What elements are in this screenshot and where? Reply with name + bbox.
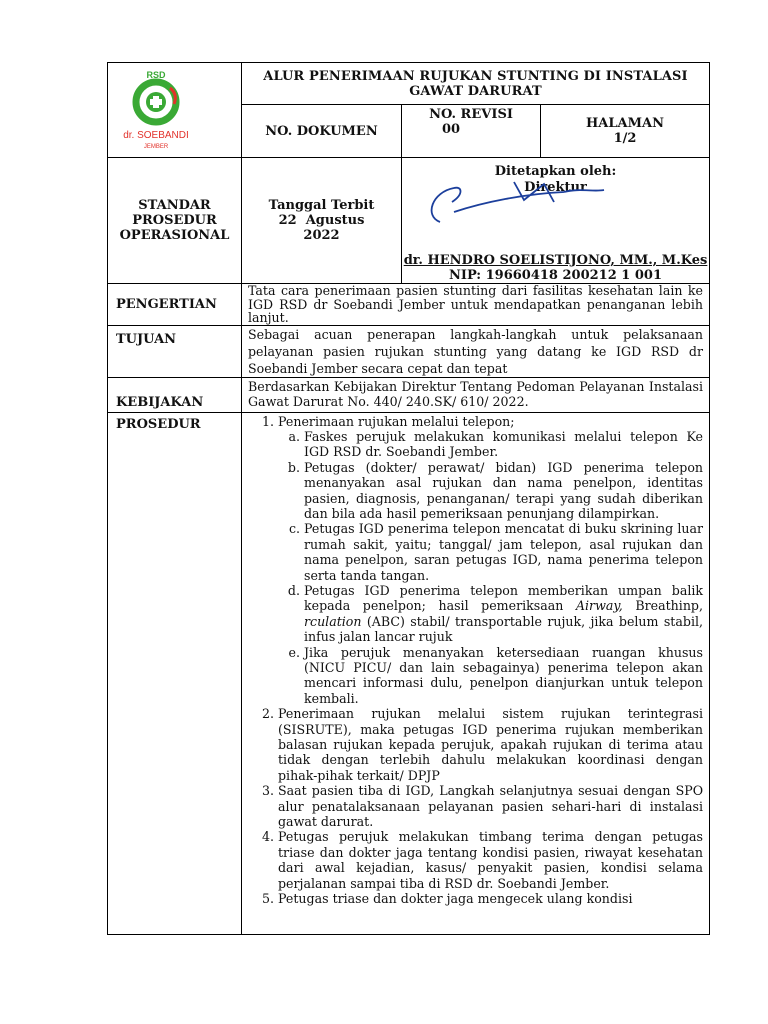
- prosedur-step-1: 1. Penerimaan rujukan melalui telepon; a. Faskes perujuk melakukan komunikasi melalui telepon Ke IGD RSD dr. Soebandi Jember. b. Petugas (dokter/ perawat/ bidan) IGD penerima telepon menanyakan asal rujukan dan nama penelpon, identitas pasien, diagnosis, penanganan/ terapi yang sudah diberikan dan bila ada hasil pemeriksaan penunjang dilampirkan. c. Petugas IGD penerima telepon mencatat di buku skrining luar rumah sakit, yaitu; tanggal/ jam telepon, asal rujukan dan nama penelpon, saran petugas IGD, nama penerima telepon serta tanda tangan. d. Petugas IGD penerima telepon memberikan umpan balik kepada penelpon; hasil pemeriksaan Airway, Breathinp, rculation (ABC) stabil/ transportable rujuk, jika belum stabil, infus jalan lancar rujuk e. Jika perujuk menanyakan ketersediaan ruangan khusus (NICU PICU/ dan lain sebagainya) penerima telepon akan mencari informasi dulu, penelpon dianjurkan untuk telepon kembali.: [278, 414, 703, 707]
- sop-label-1: STANDAR: [138, 198, 211, 213]
- tujuan-label-cell: [108, 325, 242, 377]
- no-dokumen-label: NO. DOKUMEN: [265, 123, 378, 139]
- kebijakan-text: Berdasarkan Kebijakan Direktur Tentang Pedoman Pelayanan Instalasi Gawat Darurat No. 440/ 240.SK/ 610/ 2022.: [242, 377, 710, 412]
- pengertian-text: Tata cara penerimaan pasien stunting dari fasilitas kesehatan lain ke IGD RSD dr Soebandi Jember untuk mendapatkan penanganan lebih lanjut.: [242, 284, 710, 326]
- signer-name: dr. HENDRO SOELISTIJONO, MM., M.Kes: [403, 253, 708, 268]
- hospital-logo-cell: [108, 63, 242, 158]
- document-title: ALUR PENERIMAAN RUJUKAN STUNTING DI INSTALASI GAWAT DARURAT: [242, 63, 710, 105]
- approval-cell: [402, 158, 710, 284]
- prosedur-step-1a: a. Faskes perujuk melakukan komunikasi melalui telepon Ke IGD RSD dr. Soebandi Jember.: [304, 429, 703, 460]
- prosedur-step-2: 2. Penerimaan rujukan melalui sistem rujukan terintegrasi (SISRUTE), maka petugas IGD penerima rujukan memberikan balasan rujukan kepada perujuk, apakah rujukan di terima atau tidak dengan terlebih dahulu melakukan koordinasi dengan pihak-pihak terkait/ DPJP: [278, 706, 703, 783]
- prosedur-step-4: 4. Petugas perujuk melakukan timbang terima dengan petugas triase dan dokter jaga tentang kondisi pasien, riwayat kesehatan dari awal kejadian, kasus/ penyakit pasien, kondisi selama perjalanan sampai tiba di RSD dr. Soebandi Jember.: [278, 829, 703, 891]
- logo-city-text: JEMBER: [143, 144, 169, 150]
- sop-table: [107, 62, 710, 935]
- prosedur-step-1-substeps: [278, 429, 703, 706]
- hospital-logo: [108, 64, 204, 156]
- no-revisi-cell: [402, 105, 541, 158]
- prosedur-step-5: 5. Petugas triase dan dokter jaga mengecek ulang kondisi: [278, 891, 703, 906]
- sop-label-cell: [108, 158, 242, 284]
- sop-document: [107, 62, 709, 935]
- prosedur-content: [242, 412, 710, 934]
- director-signature: [414, 172, 614, 232]
- ditetapkan-text: Ditetapkan oleh:: [494, 164, 617, 179]
- halaman-cell: [541, 105, 710, 158]
- halaman-label: HALAMAN: [586, 116, 664, 131]
- sop-label-2: PROSEDUR: [132, 213, 217, 228]
- prosedur-step-1d: d. Petugas IGD penerima telepon memberikan umpan balik kepada penelpon; hasil pemeriksaan Airway, Breathinp, rculation (ABC) stabil/ transportable rujuk, jika belum stabil, infus jalan lancar rujuk: [304, 583, 703, 645]
- prosedur-label: PROSEDUR: [116, 416, 201, 432]
- no-dokumen-cell: [242, 105, 402, 158]
- prosedur-step-1e: e. Jika perujuk menanyakan ketersediaan ruangan khusus (NICU PICU/ dan lain sebagainya) penerima telepon akan mencari informasi dulu, penelpon dianjurkan untuk telepon kembali.: [304, 645, 703, 707]
- direktur-text: Direktur: [524, 180, 587, 195]
- logo-top-text: RSD: [146, 70, 166, 80]
- prosedur-step-1b: b. Petugas (dokter/ perawat/ bidan) IGD penerima telepon menanyakan asal rujukan dan nama penelpon, identitas pasien, diagnosis, penanganan/ terapi yang sudah diberikan dan bila ada hasil pemeriksaan penunjang dilampirkan.: [304, 460, 703, 522]
- halaman-value: 1/2: [613, 131, 637, 146]
- prosedur-steps: [248, 414, 703, 907]
- prosedur-label-cell: [108, 412, 242, 934]
- logo-name-text: dr. SOEBANDI: [123, 130, 189, 141]
- tujuan-text: Sebagai acuan penerapan langkah-langkah untuk pelaksanaan pelayanan pasien rujukan stunting yang datang ke IGD RSD dr Soebandi Jember secara cepat dan tepat: [242, 325, 710, 377]
- kebijakan-label: KEBIJAKAN: [116, 394, 204, 410]
- tujuan-label: TUJUAN: [116, 331, 177, 347]
- kebijakan-label-cell: [108, 377, 242, 412]
- prosedur-step-3: 3. Saat pasien tiba di IGD, Langkah selanjutnya sesuai dengan SPO alur penatalaksanaan pelayanan pasien sehari-hari di instalasi gawat darurat.: [278, 783, 703, 829]
- pengertian-label: PENGERTIAN: [116, 296, 217, 312]
- tanggal-cell: [242, 158, 402, 284]
- tanggal-value: 22 Agustus: [278, 213, 365, 228]
- tanggal-year: 2022: [303, 228, 340, 243]
- pengertian-label-cell: [108, 284, 242, 326]
- prosedur-step-1c: c. Petugas IGD penerima telepon mencatat di buku skrining luar rumah sakit, yaitu; tanggal/ jam telepon, asal rujukan dan nama penelpon, saran petugas IGD, nama penerima telepon serta tanda tangan.: [304, 521, 703, 583]
- no-revisi-label: NO. REVISI: [429, 107, 513, 122]
- tanggal-label: Tanggal Terbit: [268, 198, 375, 213]
- no-revisi-value: 00: [441, 122, 461, 137]
- sop-label-3: OPERASIONAL: [119, 228, 230, 243]
- signer-nip: NIP: 19660418 200212 1 001: [449, 268, 662, 283]
